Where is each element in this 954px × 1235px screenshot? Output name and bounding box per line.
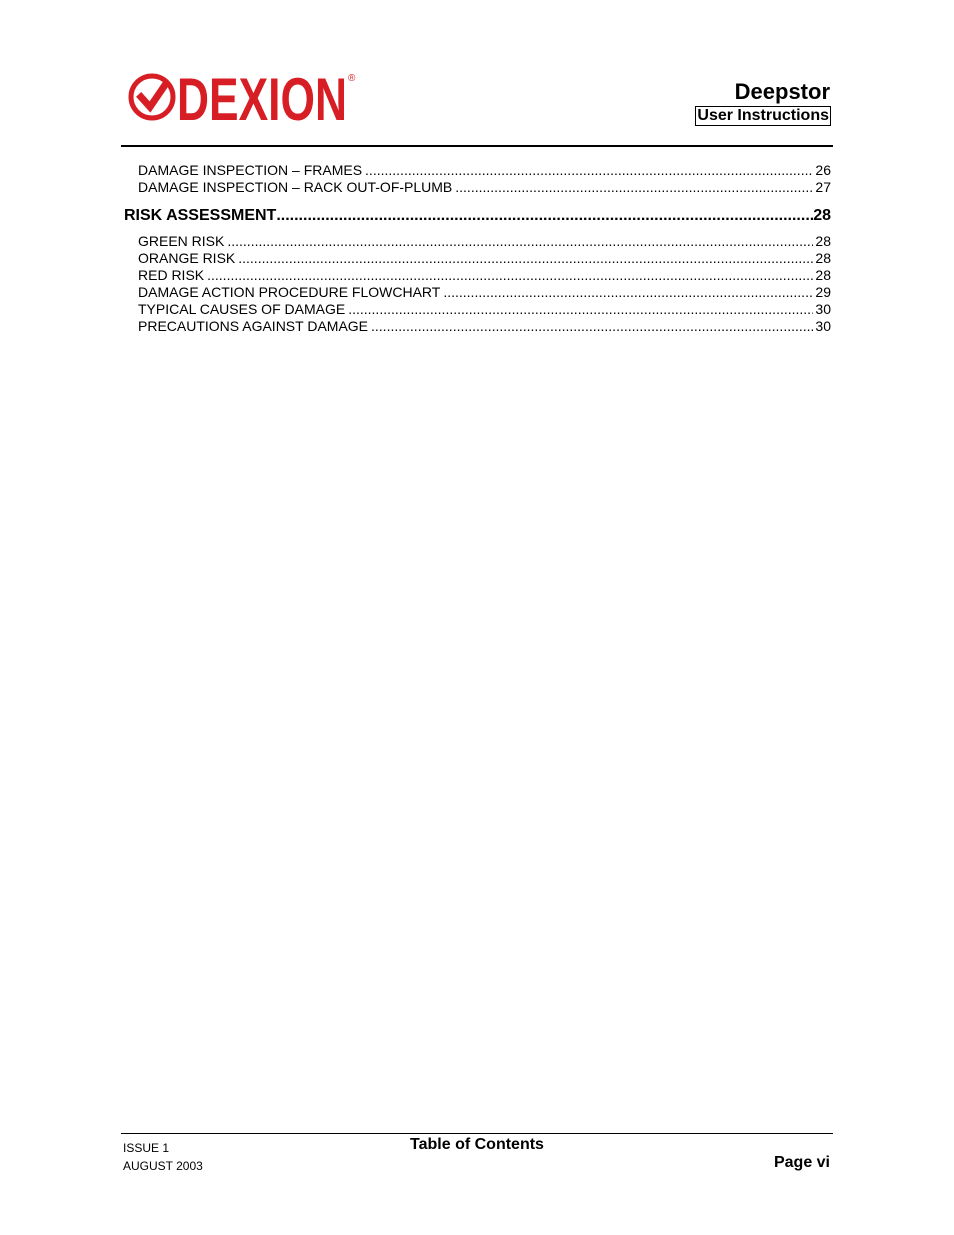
header-divider bbox=[121, 145, 833, 147]
toc-entry[interactable] bbox=[121, 318, 831, 335]
toc-dot-leader bbox=[238, 250, 813, 267]
footer-divider bbox=[121, 1133, 833, 1134]
document-subtitle: User Instructions bbox=[697, 107, 829, 124]
toc-entry-page: 28 bbox=[815, 233, 831, 249]
logo-wordmark: DEXION bbox=[177, 70, 347, 124]
toc-dot-leader bbox=[348, 301, 813, 318]
toc-entry[interactable] bbox=[121, 250, 831, 267]
toc-entry-page: 28 bbox=[815, 250, 831, 266]
toc-entry-title: RISK ASSESSMENT bbox=[124, 207, 277, 224]
toc-entry-page: 30 bbox=[815, 301, 831, 317]
toc-dot-leader bbox=[365, 162, 813, 179]
toc-entry-title: DAMAGE ACTION PROCEDURE FLOWCHART bbox=[138, 284, 441, 300]
toc-entry-page: 28 bbox=[813, 207, 831, 224]
toc-entry-title: TYPICAL CAUSES OF DAMAGE bbox=[138, 301, 346, 317]
footer-date: AUGUST 2003 bbox=[123, 1159, 203, 1173]
toc-entry-page: 28 bbox=[815, 267, 831, 283]
document-title: Deepstor bbox=[734, 79, 830, 104]
footer-page-number: Page vi bbox=[773, 1154, 830, 1171]
logo-registered-mark: ® bbox=[348, 73, 356, 84]
toc-entry[interactable] bbox=[121, 267, 831, 284]
check-circle-icon bbox=[131, 76, 173, 118]
toc-entry[interactable] bbox=[121, 162, 831, 179]
toc-entry-page: 30 bbox=[815, 318, 831, 334]
toc-entry[interactable] bbox=[121, 301, 831, 318]
toc-entry-page: 27 bbox=[815, 179, 831, 195]
table-of-contents bbox=[121, 162, 831, 335]
toc-entry[interactable] bbox=[121, 233, 831, 250]
toc-entry-page: 29 bbox=[815, 284, 831, 300]
toc-dot-leader bbox=[227, 233, 813, 250]
toc-entry-title: GREEN RISK bbox=[138, 233, 225, 249]
toc-entry[interactable] bbox=[121, 284, 831, 301]
toc-dot-leader bbox=[276, 206, 813, 226]
dexion-logo bbox=[127, 70, 359, 124]
toc-entry-title: DAMAGE INSPECTION – FRAMES bbox=[138, 162, 363, 178]
toc-dot-leader bbox=[455, 179, 813, 196]
toc-entry-title: PRECAUTIONS AGAINST DAMAGE bbox=[138, 318, 369, 334]
toc-dot-leader bbox=[371, 318, 813, 335]
footer-section-title: Table of Contents bbox=[410, 1136, 544, 1153]
toc-heading-entry[interactable] bbox=[121, 206, 831, 226]
toc-dot-leader bbox=[207, 267, 813, 284]
footer-issue: ISSUE 1 bbox=[123, 1141, 170, 1155]
toc-entry-page: 26 bbox=[815, 162, 831, 178]
toc-entry-title: ORANGE RISK bbox=[138, 250, 236, 266]
toc-entry-title: DAMAGE INSPECTION – RACK OUT-OF-PLUMB bbox=[138, 179, 453, 195]
toc-dot-leader bbox=[443, 284, 813, 301]
toc-entry-title: RED RISK bbox=[138, 267, 205, 283]
toc-entry[interactable] bbox=[121, 179, 831, 196]
